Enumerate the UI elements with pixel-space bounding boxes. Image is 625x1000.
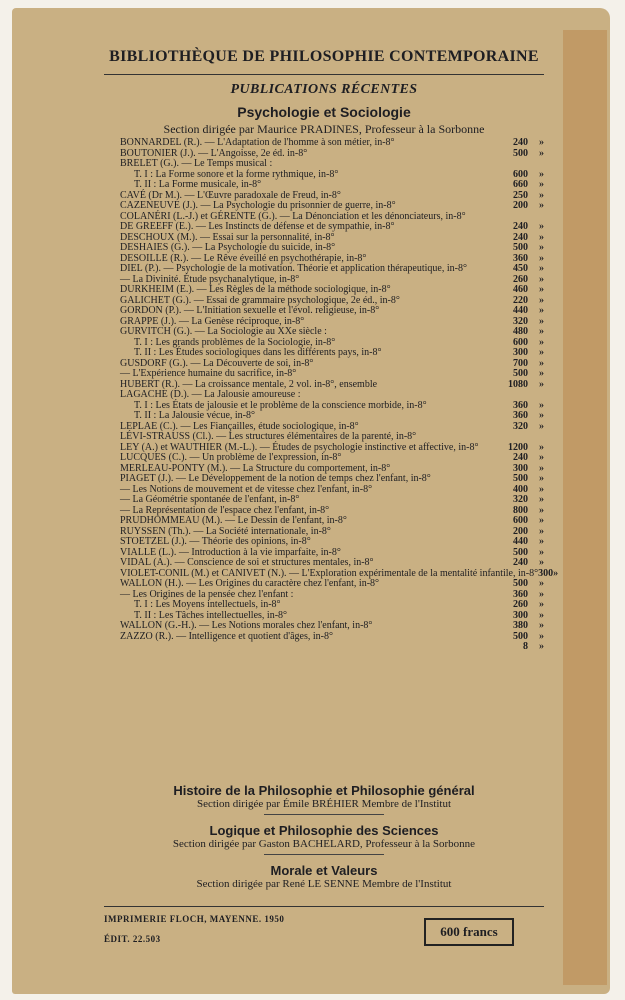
entry-text: STOETZEL (J.). — Théorie des opinions, in-8° xyxy=(120,536,311,547)
entry-price: 440 xyxy=(513,536,528,547)
entry-price-sign: » xyxy=(539,546,544,558)
entry-price-sign: » xyxy=(539,368,544,379)
entry-price: 460 xyxy=(513,284,528,295)
entry-price: 660 xyxy=(513,179,528,190)
entry-price: 260 xyxy=(513,599,528,610)
entry-text: T. II : La Forme musicale, in-8° xyxy=(134,179,262,190)
entry-text: PIAGET (J.). — Le Développement de la notion de temps chez l'enfant, in-8° xyxy=(120,473,431,484)
entry-text: BRELET (G.). — Le Temps musical : xyxy=(120,158,273,169)
entry-text: HUBERT (R.). — La croissance mentale, 2 vol. in-8°, ensemble xyxy=(120,378,378,390)
publication-entry xyxy=(120,621,544,632)
publication-entry xyxy=(120,474,544,485)
entry-price: 1080 xyxy=(508,378,528,390)
publication-entry xyxy=(120,600,544,611)
entry-text: GURVITCH (G.). — La Sociologie au XXe siècle : xyxy=(120,326,327,337)
entry-text: T. I : Les États de jalousie et le problème de la conscience morbide, in-8° xyxy=(134,399,427,411)
entry-text: T. I : Les Moyens intellectuels, in-8° xyxy=(134,599,281,610)
entry-price: 380 xyxy=(513,620,528,631)
entry-text: VIALLE (L.). — Introduction à la vie imparfaite, in-8° xyxy=(120,546,341,558)
publication-entry xyxy=(120,138,544,149)
entry-text: T. I : La Forme sonore et la forme rythmique, in-8° xyxy=(134,168,339,180)
entry-text: BOUTONIER (J.). — L'Angoisse, 2e éd. in-8° xyxy=(120,147,308,159)
entry-text: — La Géométrie spontanée de l'enfant, in-8° xyxy=(120,494,300,505)
entry-price: 300 xyxy=(538,567,554,579)
entry-price: 600 xyxy=(513,168,528,180)
entry-price-sign: » xyxy=(539,462,544,474)
entry-text: VIOLET-CONIL (M.) et CANIVET (N.). — L'Exploration expérimentale de la mentalité infantile, in-8° xyxy=(120,567,539,579)
entry-text: GALICHET (G.). — Essai de grammaire psychologique, 2e éd., in-8° xyxy=(120,294,400,306)
entry-price: 800 xyxy=(513,504,528,516)
edition-line: ÉDIT. 22.503 xyxy=(104,934,161,944)
entry-price-sign: » xyxy=(539,483,544,495)
entry-price: 260 xyxy=(513,273,528,285)
publication-entry xyxy=(120,222,544,233)
entry-price: 250 xyxy=(513,189,528,201)
entry-price-sign: » xyxy=(539,326,544,337)
entry-price-sign: » xyxy=(539,294,544,306)
entry-price: 240 xyxy=(513,231,528,243)
entry-price-sign: » xyxy=(539,242,544,253)
entry-text: DESHAIES (G.). — La Psychologie du suicide, in-8° xyxy=(120,242,336,253)
entry-text: GUSDORF (G.). — La Découverte de soi, in-8° xyxy=(120,357,314,369)
entry-price-sign: » xyxy=(539,473,544,484)
entry-price-sign: » xyxy=(539,200,544,211)
section-divider xyxy=(264,814,384,815)
entry-text: VIDAL (A.). — Conscience de soi et structures mentales, in-8° xyxy=(120,557,374,568)
publication-entry xyxy=(120,369,544,380)
entry-price: 240 xyxy=(513,221,528,232)
entry-price: 220 xyxy=(513,294,528,306)
entry-price: 300 xyxy=(513,462,528,474)
entry-price-sign: » xyxy=(539,263,544,274)
series-title: BIBLIOTHÈQUE DE PHILOSOPHIE CONTEMPORAINE xyxy=(109,48,539,65)
entry-price-sign: » xyxy=(539,305,544,316)
entry-price: 600 xyxy=(513,336,528,348)
publication-entry xyxy=(120,201,544,212)
imprint xyxy=(104,914,284,944)
entry-text: DURKHEIM (E.). — Les Règles de la méthode sociologique, in-8° xyxy=(120,284,391,295)
entry-price: 700 xyxy=(513,357,528,369)
publication-entry xyxy=(120,243,544,254)
entry-price-sign: » xyxy=(539,137,544,148)
entry-price-sign: » xyxy=(539,284,544,295)
entry-price-sign: » xyxy=(539,336,544,348)
entry-price-sign: » xyxy=(539,315,544,327)
entry-text: PRUDHOMMEAU (M.). — Le Dessin de l'enfant, in-8° xyxy=(120,515,347,526)
torn-edge xyxy=(563,30,607,985)
entry-price: 320 xyxy=(513,420,528,432)
entry-price: 200 xyxy=(513,200,528,211)
section-block xyxy=(104,863,544,890)
entry-text: BONNARDEL (R.). — L'Adaptation de l'homme à son métier, in-8° xyxy=(120,137,395,148)
entry-price: 500 xyxy=(513,147,528,159)
entry-price-sign: » xyxy=(539,630,544,642)
header-rule xyxy=(104,74,544,75)
entry-price-sign: » xyxy=(539,420,544,432)
section-block-title: Logique et Philosophie des Sciences xyxy=(209,823,439,838)
entry-price: 480 xyxy=(513,326,528,337)
entry-price: 500 xyxy=(513,368,528,379)
publication-entry xyxy=(120,159,544,170)
entry-price: 240 xyxy=(513,557,528,568)
entry-text: — L'Expérience humaine du sacrifice, in-8° xyxy=(120,368,297,379)
entry-price: 500 xyxy=(513,473,528,484)
publication-entry xyxy=(120,411,544,422)
entry-price-sign: » xyxy=(539,357,544,369)
entry-price-sign: » xyxy=(539,620,544,631)
entry-price: 300 xyxy=(513,609,528,621)
publication-entry xyxy=(120,579,544,590)
entry-text: LUCQUES (C.). — Un problème de l'expression, in-8° xyxy=(120,452,342,463)
entry-price-sign: » xyxy=(539,494,544,505)
entry-price-sign: » xyxy=(539,410,544,421)
entry-price-sign: » xyxy=(539,179,544,190)
section-divider xyxy=(264,854,384,855)
entry-price: 300 xyxy=(513,347,528,358)
section-block-title: Morale et Valeurs xyxy=(270,863,378,878)
entry-text: DESCHOUX (M.). — Essai sur la personnalité, in-8° xyxy=(120,231,335,243)
publication-entry xyxy=(120,180,544,191)
price-box xyxy=(424,918,514,946)
entry-price: 360 xyxy=(513,410,528,421)
publication-entry xyxy=(120,264,544,275)
publications-heading: PUBLICATIONS RÉCENTES xyxy=(230,82,418,97)
entry-text: — La Représentation de l'espace chez l'enfant, in-8° xyxy=(120,504,330,516)
entry-text: DESOILLE (R.). — Le Rêve éveillé en psychothérapie, in-8° xyxy=(120,252,367,264)
entry-price-sign: » xyxy=(539,525,544,537)
entry-price: 360 xyxy=(513,252,528,264)
entry-text: MERLEAU-PONTY (M.). — La Structure du comportement, in-8° xyxy=(120,462,391,474)
entry-price: 320 xyxy=(513,494,528,505)
entry-text: DE GREEFF (E.). — Les Instincts de défense et de sympathie, in-8° xyxy=(120,221,395,232)
publication-entry xyxy=(120,327,544,338)
entry-price-sign: » xyxy=(539,557,544,568)
entry-price-sign: » xyxy=(539,221,544,232)
entry-text: COLANÉRI (L.-J.) et GÉRENTE (G.). — La Dénonciation et les dénonciateurs, in-8° xyxy=(120,210,466,222)
section-block xyxy=(104,823,544,855)
entry-text: — Les Origines de la pensée chez l'enfant : xyxy=(120,588,294,600)
section-block-direction: Section dirigée par René LE SENNE Membre de l'Institut xyxy=(196,878,452,890)
entry-text: LÉVI-STRAUSS (Cl.). — Les structures élémentaires de la parenté, in-8° xyxy=(120,431,417,442)
entry-text: T. I : Les grands problèmes de la Sociologie, in-8° xyxy=(134,336,336,348)
footer-rule xyxy=(104,906,544,907)
entry-price-sign: » xyxy=(539,578,544,589)
entry-price-sign: » xyxy=(539,599,544,610)
entry-price-sign: » xyxy=(539,378,544,390)
entry-price: 8 xyxy=(523,641,528,652)
section-title: Psychologie et Sociologie xyxy=(237,104,411,120)
entry-price-sign: » xyxy=(539,399,544,411)
entry-price: 240 xyxy=(513,137,528,148)
printer-line: IMPRIMERIE FLOCH, MAYENNE. 1950 xyxy=(104,914,285,924)
entry-text: ZAZZO (R.). — Intelligence et quotient d'âges, in-8° xyxy=(120,630,333,642)
entry-price: 360 xyxy=(513,588,528,600)
section-block xyxy=(104,783,544,815)
entry-price-sign: » xyxy=(539,252,544,264)
entry-text: LEPLAE (C.). — Les Fiançailles, étude sociologique, in-8° xyxy=(120,420,359,432)
entry-price: 320 xyxy=(513,315,528,327)
entry-price-sign: » xyxy=(539,504,544,516)
entry-text: CAVÉ (Dr M.). — L'Œuvre paradoxale de Freud, in-8° xyxy=(120,189,341,201)
publication-entry xyxy=(120,432,544,443)
other-sections xyxy=(104,783,544,898)
entry-text: LAGACHE (D.). — La Jalousie amoureuse : xyxy=(120,389,301,400)
entry-text: GRAPPE (J.). — La Genèse réciproque, in-8° xyxy=(120,315,305,327)
publication-list xyxy=(120,137,559,653)
entry-text: WALLON (G.-H.). — Les Notions morales chez l'enfant, in-8° xyxy=(120,620,373,631)
entry-text: RUYSSEN (Th.). — La Société internationale, in-8° xyxy=(120,525,331,537)
entry-price-sign: » xyxy=(539,147,544,159)
publication-entry xyxy=(120,632,544,643)
entry-price-sign: » xyxy=(539,189,544,201)
entry-price: 500 xyxy=(513,242,528,253)
entry-price: 360 xyxy=(513,399,528,411)
section-block-direction: Section dirigée par Émile BRÉHIER Membre de l'Institut xyxy=(196,798,451,810)
entry-price-sign: » xyxy=(539,168,544,180)
entry-price: 240 xyxy=(513,452,528,463)
publication-entry xyxy=(120,537,544,548)
price-label: 600 francs xyxy=(440,924,498,939)
publication-entry xyxy=(120,306,544,317)
entry-price: 500 xyxy=(513,546,528,558)
entry-price: 500 xyxy=(513,630,528,642)
publication-entry xyxy=(120,495,544,506)
entry-price: 200 xyxy=(513,525,528,537)
entry-price-sign: » xyxy=(539,609,544,621)
publication-entry xyxy=(120,285,544,296)
entry-price: 450 xyxy=(513,263,528,274)
entry-price-sign: » xyxy=(539,347,544,358)
entry-text: LEY (A.) et WAUTHIER (M.-L.). — Études de psychologie instinctive et affective, in-8° xyxy=(120,441,479,453)
publication-entry xyxy=(120,642,544,653)
entry-price: 1200 xyxy=(508,441,528,453)
entry-price-sign: » xyxy=(539,588,544,600)
entry-price: 500 xyxy=(513,578,528,589)
section-block-direction: Section dirigée par Gaston BACHELARD, Professeur à la Sorbonne xyxy=(172,838,476,850)
entry-text: DIEL (P.). — Psychologie de la motivation. Théorie et application thérapeutique, in-8° xyxy=(120,263,467,274)
entry-price-sign: » xyxy=(539,441,544,453)
section-block-title: Histoire de la Philosophie et Philosophie général xyxy=(173,783,475,798)
entry-price: 400 xyxy=(513,483,528,495)
entry-text: WALLON (H.). — Les Origines du caractère chez l'enfant, in-8° xyxy=(120,578,380,589)
publication-entry xyxy=(120,516,544,527)
entry-text: T. II : Les Études sociologiques dans les différents pays, in-8° xyxy=(134,347,382,358)
entry-price-sign: » xyxy=(539,641,544,652)
entry-price: 440 xyxy=(513,305,528,316)
section-direction: Section dirigée par Maurice PRADINES, Professeur à la Sorbonne xyxy=(163,122,485,136)
entry-price-sign: » xyxy=(539,273,544,285)
entry-text: — La Divinité. Étude psychanalytique, in-8° xyxy=(120,273,300,285)
publication-entry xyxy=(120,390,544,401)
entry-text: GORDON (P.). — L'Initiation sexuelle et l'évol. religieuse, in-8° xyxy=(120,305,380,316)
entry-price-sign: » xyxy=(539,452,544,463)
publication-entry xyxy=(120,348,544,359)
entry-text: CAZENEUVE (J.). — La Psychologie du prisonnier de guerre, in-8° xyxy=(120,200,396,211)
publication-entry xyxy=(120,453,544,464)
entry-price: 600 xyxy=(513,515,528,526)
entry-text: — Les Notions de mouvement et de vitesse chez l'enfant, in-8° xyxy=(120,483,373,495)
entry-price-sign: » xyxy=(539,231,544,243)
entry-price-sign: » xyxy=(539,515,544,526)
entry-price-sign: » xyxy=(553,567,559,579)
entry-text: T. II : Les Tâches intellectuelles, in-8° xyxy=(134,609,288,621)
publication-entry xyxy=(120,558,544,569)
entry-text: T. II : La Jalousie vécue, in-8° xyxy=(134,410,255,421)
entry-price-sign: » xyxy=(539,536,544,547)
